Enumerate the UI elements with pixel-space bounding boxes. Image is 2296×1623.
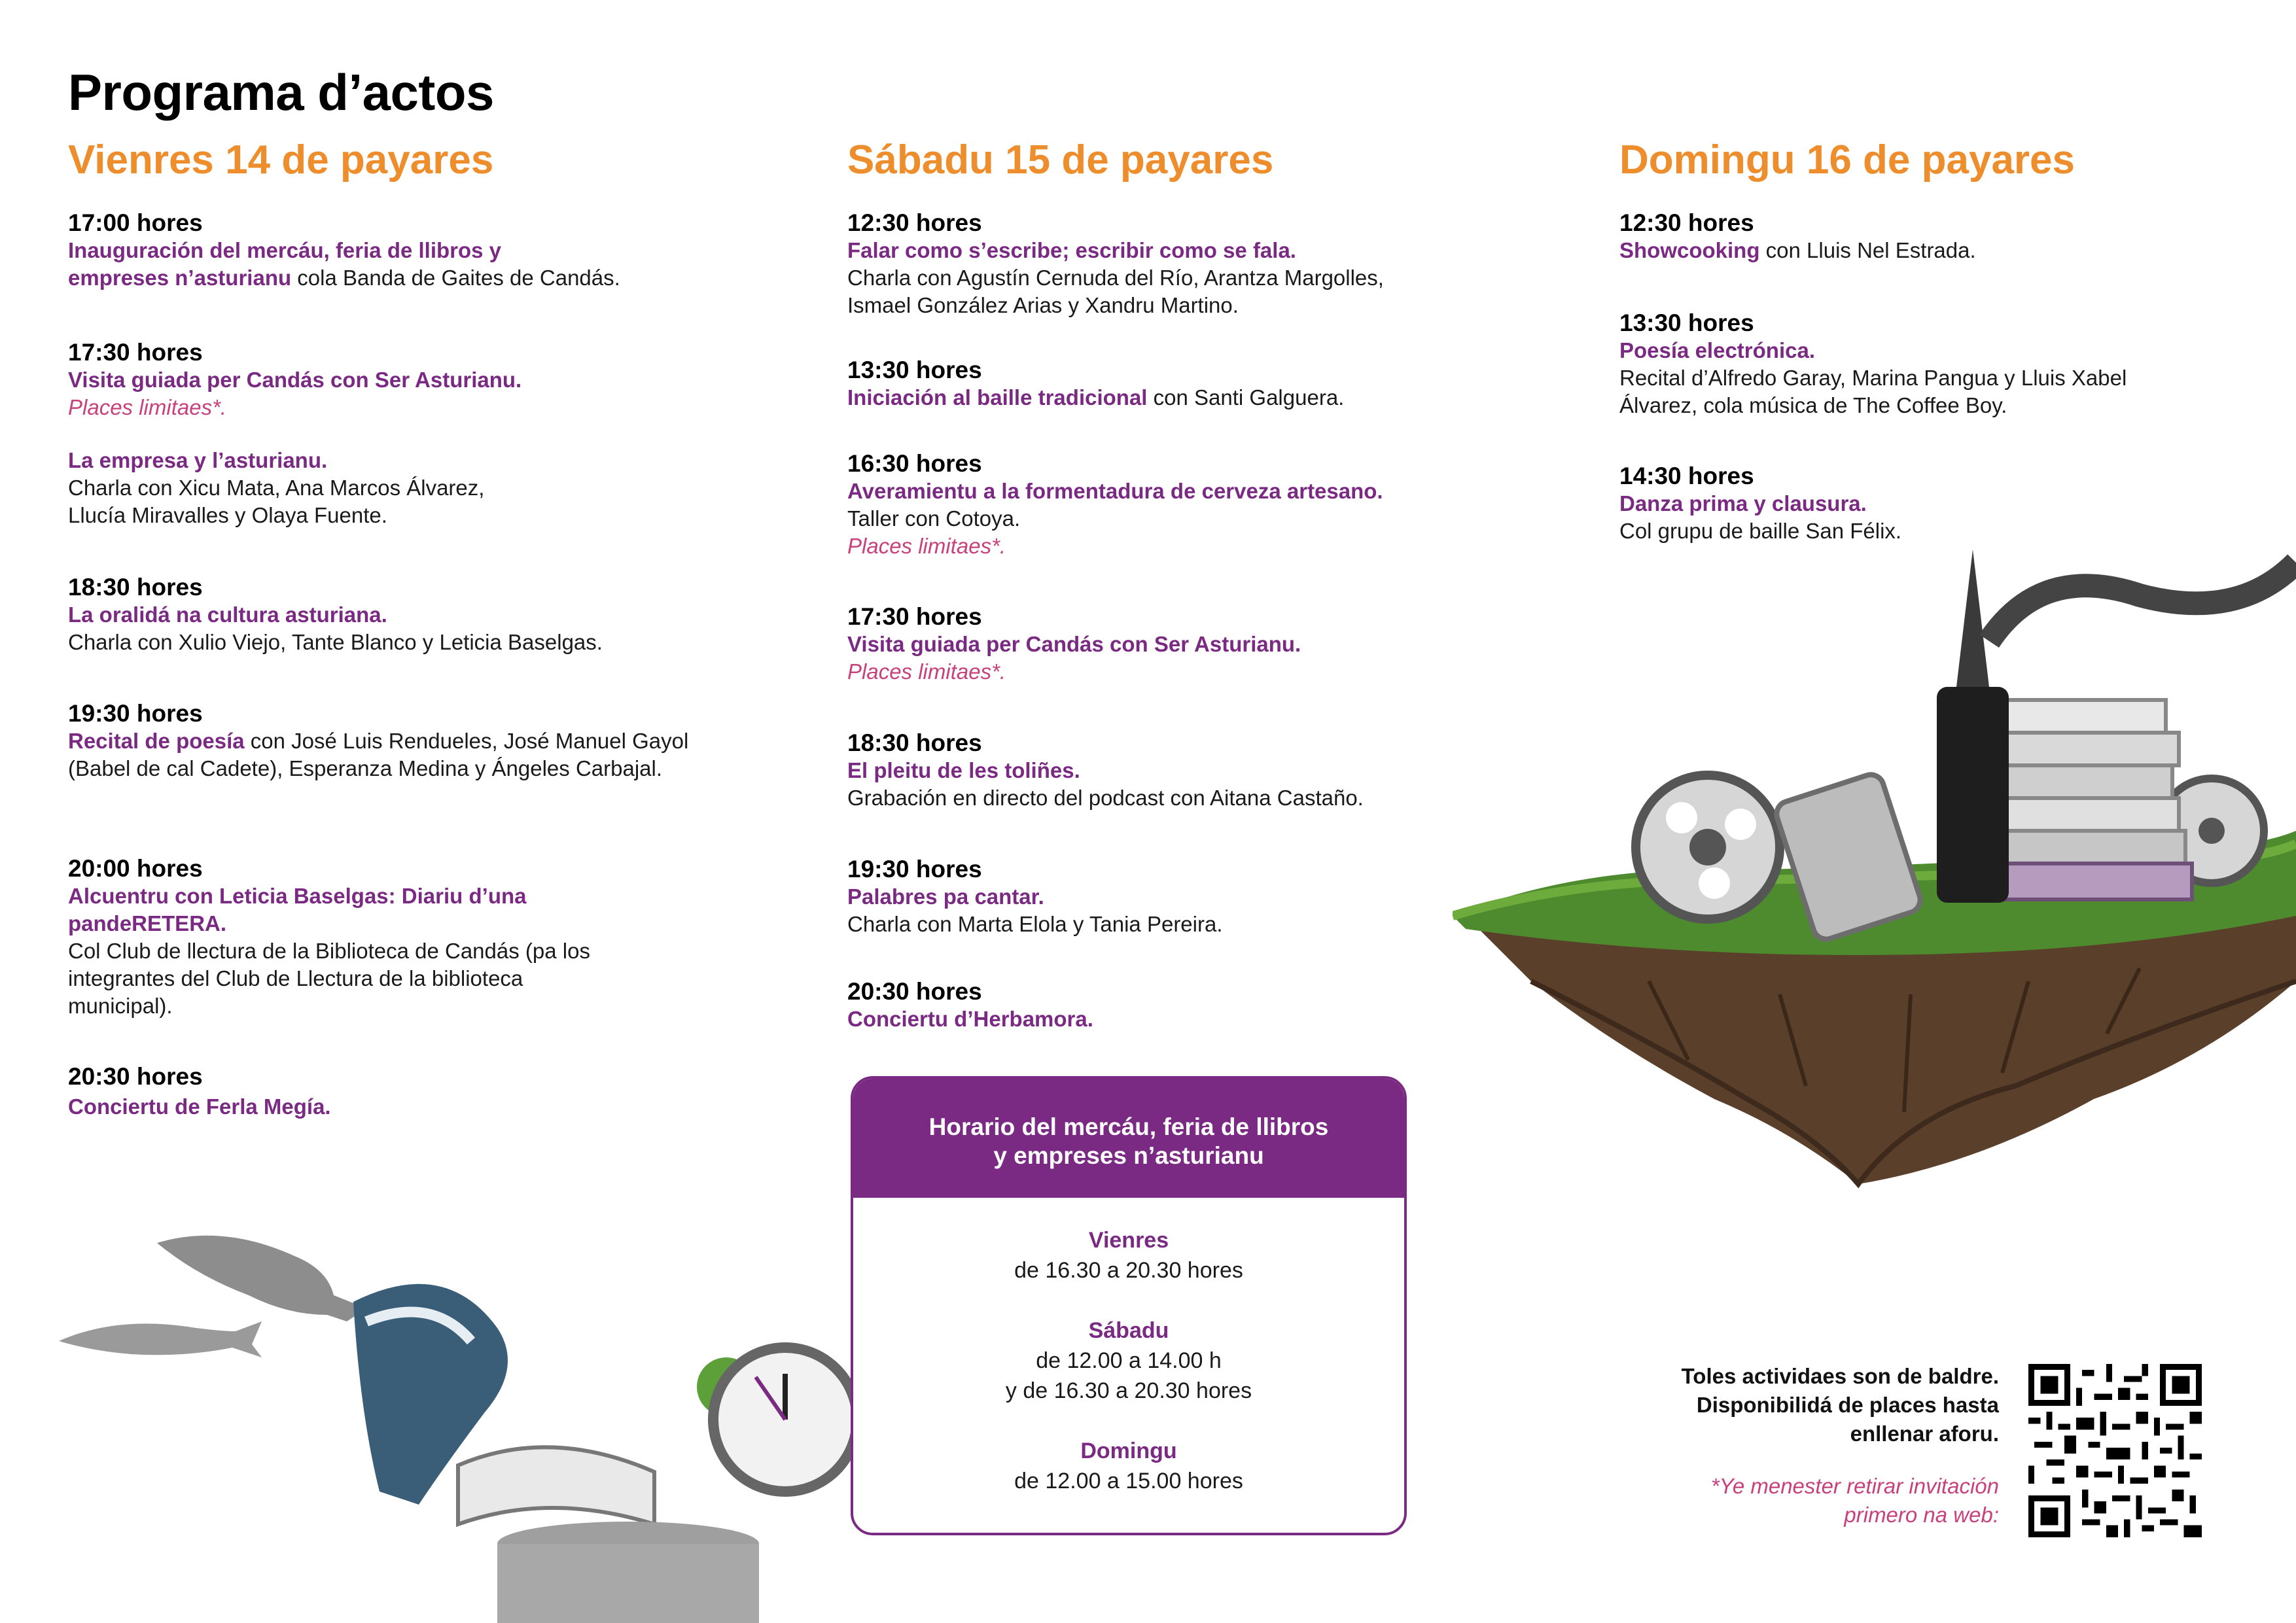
- event-item: [847, 357, 1534, 411]
- event-time: 13:30 hores: [1619, 309, 1754, 336]
- schedule-day: Sábadu: [1088, 1318, 1169, 1343]
- event-name: La oralidá na cultura asturiana.: [68, 602, 387, 627]
- event-time: 17:00 hores: [68, 209, 203, 236]
- free-activities-notice: Toles actividaes son de baldre. Disponibilidá de places hasta enllenar aforu.: [1681, 1364, 1999, 1446]
- schedule-body: [853, 1198, 1404, 1496]
- event-item: [68, 209, 755, 292]
- event-item: [68, 700, 696, 782]
- event-name: La empresa y l’asturianu.: [68, 448, 328, 472]
- floating-island-illustration: [1453, 523, 2296, 1197]
- day-column-saturday: [847, 134, 1534, 1031]
- event-name: Inauguración del mercáu, feria de llibros y empreses n’asturianu: [68, 238, 502, 290]
- event-time: 14:30 hores: [1619, 462, 1754, 489]
- event-note: Places limitaes*.: [847, 534, 1006, 558]
- event-desc: con Santi Galguera.: [1147, 385, 1345, 410]
- event-name: Visita guiada per Candás con Ser Asturianu.: [847, 632, 1301, 656]
- day-heading: Vienres 14 de payares: [68, 137, 494, 183]
- qr-code-icon[interactable]: [2028, 1364, 2202, 1537]
- event-desc: Taller con Cotoya.: [847, 506, 1021, 531]
- event-name: Recital de poesía: [68, 729, 245, 753]
- schedule-hours: de 12.00 a 15.00 hores: [1014, 1469, 1243, 1493]
- event-desc: Charla con Marta Elola y Tania Pereira.: [847, 912, 1223, 936]
- event-item: [847, 603, 1534, 686]
- event-name: Conciertu de Ferla Megía.: [68, 1094, 331, 1119]
- can-wave-illustration: [52, 1217, 968, 1623]
- event-name: El pleitu de les toliñes.: [847, 758, 1080, 782]
- event-item: [847, 450, 1534, 560]
- event-note: Places limitaes*.: [847, 659, 1006, 684]
- event-item: [847, 729, 1534, 812]
- market-schedule-box: [851, 1076, 1407, 1535]
- event-time: 20:00 hores: [68, 855, 203, 882]
- event-name: Danza prima y clausura.: [1619, 491, 1867, 515]
- event-time: 12:30 hores: [1619, 209, 1754, 236]
- event-desc: Col Club de llectura de la Biblioteca de Candás (pa los integrantes del Club de Llectura de la biblioteca municipal).: [68, 939, 590, 1018]
- event-name: Alcuentru con Leticia Baselgas: Diariu d’una pandeRETERA.: [68, 884, 527, 935]
- event-desc: Col grupu de baille San Félix.: [1619, 519, 1902, 543]
- event-name: Falar como s’escribe; escribir como se fala.: [847, 238, 1296, 262]
- event-item: [847, 209, 1449, 319]
- schedule-group: [853, 1225, 1404, 1285]
- event-item: [68, 574, 755, 656]
- invitation-note: *Ye menester retirar invitación primero na web:: [1710, 1474, 1999, 1527]
- schedule-day: Vienres: [1088, 1228, 1169, 1253]
- event-item: [1619, 209, 2274, 264]
- schedule-group: [853, 1316, 1404, 1406]
- schedule-hours: y de 16.30 a 20.30 hores: [1005, 1378, 1252, 1403]
- event-time: 17:30 hores: [68, 339, 203, 366]
- day-heading: Domingu 16 de payares: [1619, 137, 2075, 183]
- event-item: [68, 1063, 755, 1121]
- schedule-hours: de 12.00 a 14.00 h: [1036, 1348, 1222, 1373]
- event-time: 19:30 hores: [68, 700, 203, 727]
- event-item: [1619, 309, 2208, 419]
- event-desc: con Lluis Nel Estrada.: [1759, 238, 1976, 262]
- schedule-hours: de 16.30 a 20.30 hores: [1014, 1258, 1243, 1283]
- event-item: [847, 856, 1534, 938]
- event-desc: Recital d’Alfredo Garay, Marina Pangua y Lluis Xabel Álvarez, cola música de The Coffee Boy.: [1619, 366, 2127, 417]
- schedule-group: [853, 1436, 1404, 1496]
- fish-icon: [157, 1236, 366, 1321]
- schedule-title: Horario del mercáu, feria de llibros y empreses n’asturianu: [853, 1079, 1404, 1198]
- fish-icon: [59, 1321, 262, 1357]
- event-desc: Charla con Agustín Cernuda del Río, Arantza Margolles, Ismael González Arias y Xandru Martino.: [847, 266, 1384, 317]
- event-desc: Grabación en directo del podcast con Aitana Castaño.: [847, 786, 1364, 810]
- event-time: 13:30 hores: [847, 357, 982, 383]
- schedule-day: Domingu: [1080, 1439, 1177, 1463]
- day-heading: Sábadu 15 de payares: [847, 137, 1274, 183]
- event-item: [68, 339, 755, 421]
- event-time: 19:30 hores: [847, 856, 982, 882]
- day-column-sunday: [1619, 134, 2274, 543]
- event-time: 12:30 hores: [847, 209, 982, 236]
- event-item: [68, 855, 631, 1020]
- event-item: [847, 978, 1534, 1033]
- event-name: Averamientu a la formentadura de cerveza artesano.: [847, 479, 1383, 503]
- event-time: 17:30 hores: [847, 603, 982, 630]
- event-desc: Charla con Xicu Mata, Ana Marcos Álvarez, Llucía Miravalles y Olaya Fuente.: [68, 476, 485, 527]
- event-desc: Charla con Xulio Viejo, Tante Blanco y Leticia Baselgas.: [68, 630, 603, 654]
- event-name: Conciertu d’Herbamora.: [847, 1007, 1093, 1031]
- event-time: 20:30 hores: [847, 978, 982, 1005]
- event-name: Showcooking: [1619, 238, 1760, 262]
- event-time: 18:30 hores: [68, 574, 203, 601]
- day-column-friday: [68, 134, 755, 1119]
- event-note: Places limitaes*.: [68, 395, 227, 419]
- event-time: 18:30 hores: [847, 729, 982, 756]
- event-name: Iniciación al baille tradicional: [847, 385, 1148, 410]
- event-desc: cola Banda de Gaites de Candás.: [291, 266, 620, 290]
- event-name: Visita guiada per Candás con Ser Asturianu.: [68, 368, 522, 392]
- event-name: Palabres pa cantar.: [847, 884, 1044, 909]
- event-time: 16:30 hores: [847, 450, 982, 477]
- event-item: [68, 447, 755, 529]
- event-time: 20:30 hores: [68, 1063, 203, 1090]
- event-name: Poesía electrónica.: [1619, 338, 1815, 362]
- page-title: Programa d’actos: [68, 63, 494, 121]
- event-desc: con José Luis Rendueles, José Manuel Gayol (Babel de cal Cadete), Esperanza Medina y Ángeles Carbajal.: [68, 729, 689, 780]
